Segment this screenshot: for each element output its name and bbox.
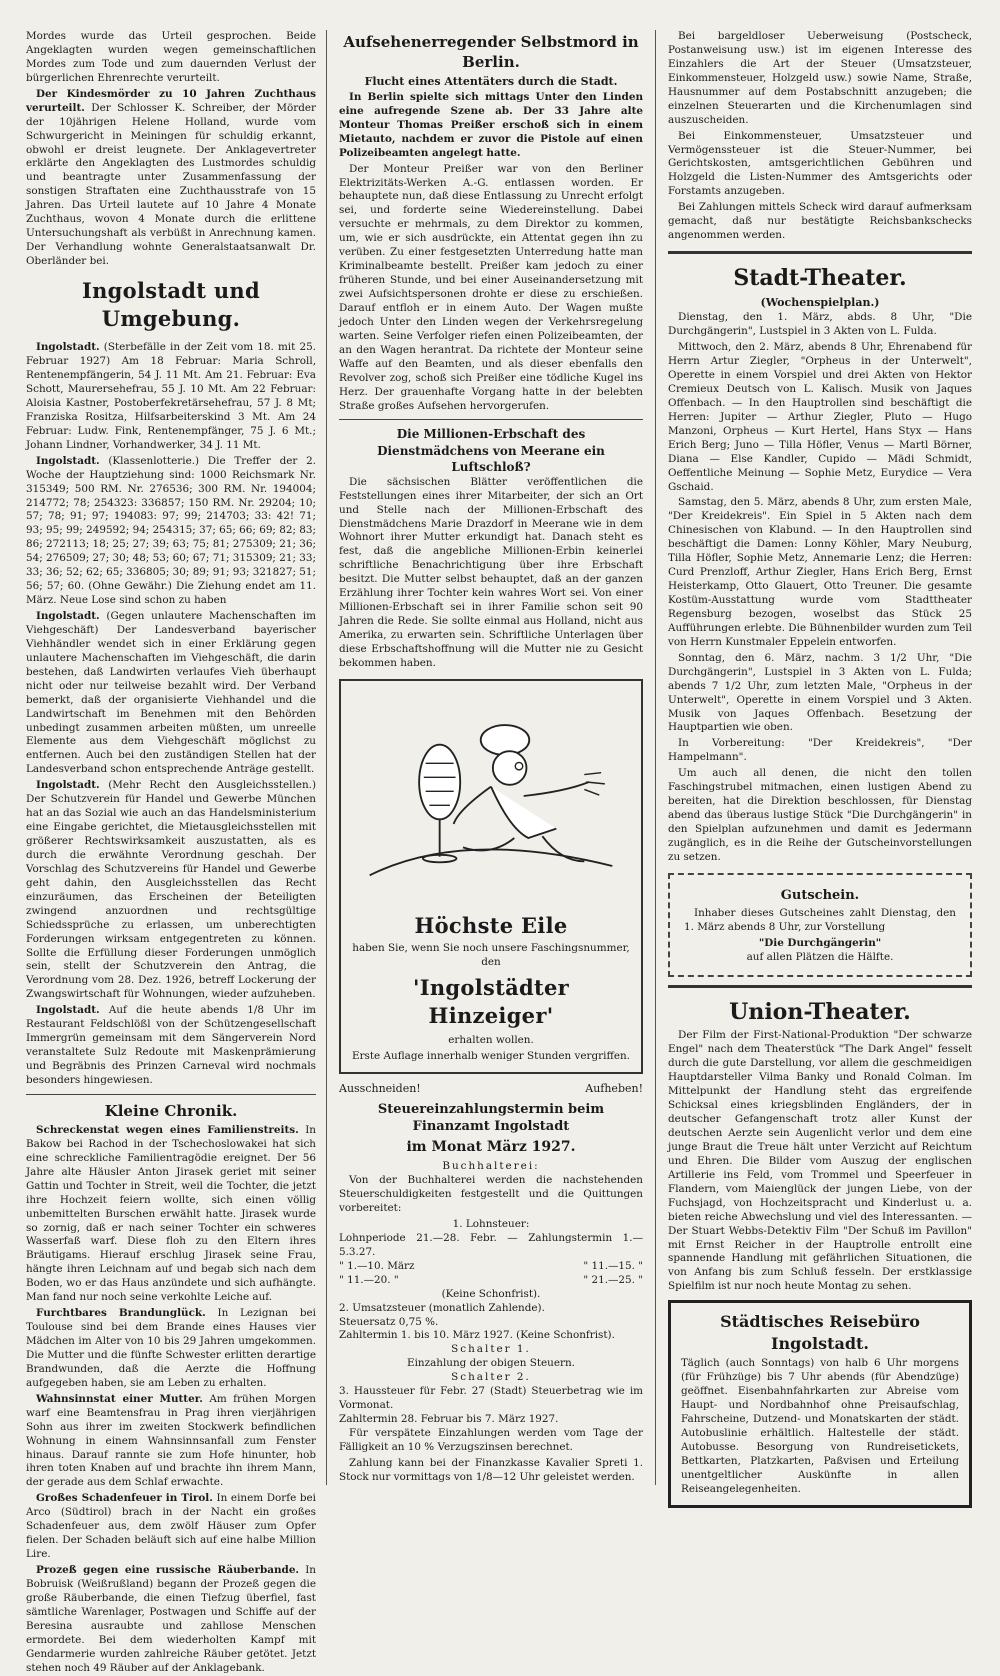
- tax-2c: Zahltermin 1. bis 10. März 1927. (Keine Schonfrist).: [339, 1329, 615, 1342]
- heading-ingolstadt: Ingolstadt und Umgebung.: [81, 277, 260, 332]
- tax-2: 2. Umsatzsteuer (monatlich Zahlende).: [339, 1301, 545, 1314]
- article-text: (Klassenlotterie.) Die Treffer der 2. Woche der Hauptziehung sind: 1000 Reichsmark Nr. 315349; 500 RM. Nr. 276536; 300 RM. Nr. 194004; 214772; 78; 254323: 336857; 150 RM. Nr. 29204; 10; 57; 78; 91; 97; 194083: 97; 99; 214703; 33: 42! 71; 93; 95; 99; 249592; 94; 254315; 37; 65; 66; 69; 82; 83; 86; 272113; 18; 25; 27; 39; 63; 75; 81; 275309; 21; 36; 54; 276509; 27; 30; 48; 53; 60; 67; 71; 315309; 21; 33; 33; 36; 52; 62; 65; 336805; 30; 89; 91; 93; 321827; 51; 56; 57; 60. (Ohne Gewähr.) Die Ziehung endet am 11. März. Neue Lose sind schon zu haben: [26, 454, 316, 607]
- top-text3: Bei Zahlungen mittels Scheck wird darauf aufmerksam gemacht, daß nur bestätigte Reichsbankschecks angenommen werden.: [668, 201, 972, 242]
- tax-3c: Für verspätete Einzahlungen werden vom Tage der Fälligkeit an 10 % Verzugszinsen berechnet.: [339, 1427, 643, 1453]
- text-erbschaft: Die sächsischen Blätter veröffentlichen die Feststellungen eines ihrer Mitarbeiter, der sich an Ort und Stelle nach der Millionen-Erbschaft des Dienstmädchens Marie Drazdorf in Meerane wie in dem Wohnort ihrer Mutter erkundigt hat. Danach steht es fest, daß die angebliche Millionen-Erbin keinerlei schriftliche Benachrichtigung über ihre Erbschaft besitzt. Die Mutter selbst behauptet, daß an der ganzen Erzählung ihrer Tochter kein wahres Wort sei. Von einer Millionen-Erbschaft sei in ihrer Familie schon seit 90 Jahren die Rede. Sie sollte einmal aus Holland, nicht aus Amerika, zu erwarten sein. Schriftliche Unterlagen über diese Erbschaftshoffnung will die Mutter nie zu Gesicht bekommen haben.: [339, 475, 643, 669]
- theater-text2: Mittwoch, den 2. März, abends 8 Uhr, Ehrenabend für Herrn Artur Ziegler, "Orpheus in der Unterwelt", Operette in einem Vorspiel und drei Akten von Hektor Cremieux Deutsch von L. Kalisch. Musik von Jaques Offenbach. — In den Hauptrollen sind beschäftigt die Herren: Jupiter — Arthur Ziegler, Pluto — Hugo Manzoni, Orpheus — Kurt Hertel, Hans Styx — Hans Erich Berg; Juno — Tilla Höfler, Venus — Martl Börner, Diana — Else Kandler, Cupido — Mädi Schmidt, Oeffentliche Meinung — Sophie Metz, Eurydice — Vera Gschaid.: [668, 341, 972, 493]
- chronik-lead: Großes Schadenfeuer in Tirol.: [36, 1492, 213, 1505]
- ad-line1: haben Sie, wenn Sie noch unsere Faschingsnummer, den: [352, 941, 630, 968]
- chronik-text: In einem Dorfe bei Arco (Südtirol) brach in der Nacht ein großes Schadenfeuer aus, dem zwölf Häuser zum Opfer fielen. Der Schaden beläuft sich auf eine halbe Million Lire.: [26, 1492, 317, 1561]
- tax-2b: Steuersatz 0,75 %.: [339, 1315, 439, 1328]
- chronik-item: [26, 1124, 316, 1305]
- heading-union: Union-Theater.: [729, 998, 911, 1025]
- chronik-text: In Lezignan bei Toulouse sind bei dem Brande eines Hauses vier Mädchen im Alter von 10 bis 29 Jahren umgekommen. Die Mutter und die fünfte Schwester erlitten derartige Brandwunden, daß die Aerzte die Hoffnung aufgegeben haben, sie am Leben zu erhalten.: [26, 1307, 316, 1389]
- paragraph-top: Mordes wurde das Urteil gesprochen. Beide Angeklagten wurden wegen gemeinschaftlichen Mordes zum Tode und zum dauernden Verlust der bürgerlichen Ehrenrechte verurteilt.: [26, 30, 316, 84]
- article-text: (Gegen unlautere Machenschaften im Viehgeschäft) Der Landesverband bayerischer Viehhändler wendet sich in einer Erklärung gegen unlautere Machenschaften im Viehgeschäft, die darin bestehen, daß Landwirten verlaufes Vieh überhaupt nicht oder nur teilweise bezahlt wird. Der Verband bemerkt, daß der organisierte Viehhandel und die Landwirtschaft im Benehmen mit den Behörden unbedingt zusammen arbeiten müßten, um unreelle Elemente aus dem Viehgeschäft möglichst zu entfernen. Auch bei den zuständigen Stellen hat der Landesverband schon entsprechende Anträge gestellt.: [26, 610, 317, 776]
- theater-text3: Samstag, den 5. März, abends 8 Uhr, zum ersten Male, "Der Kreidekreis". Ein Spiel in 5 Akten nach dem Chinesischen von Klabund. — In den Hauptrollen sind beschäftigt die Damen: Lonny Köhler, Mary Neuburg, Tilla Höfler, Sophie Metz, Annemarie Lenz; die Herren: Curd Prenzloff, Arthur Ziegler, Hans Erich Berg, Ernst Heisterkamp, Otto Glauert, Otto Treuner. Die gesamte Kostüm-Ausstattung wurde vom Stadttheater Regensburg bezogen, woselbst das Stück 25 Aufführungen erlebte. Die Bühnenbilder wurden zum Teil von Herrn Kunstmaler Eppelein entworfen.: [668, 496, 972, 648]
- article-sterbefaelle: [26, 341, 316, 453]
- article-text: (Mehr Recht den Ausgleichsstellen.) Der Schutzverein für Handel und Gewerbe München hat an das Sozial wie auch an das Handelsministerium eine Eingabe gerichtet, die Mietausgleichsstellen mit größerer Rechtswirksamkeit auszustatten, als es durch die erwähnte Verordnung geschah. Der Vorschlag des Schutzvereins für Handel und Gewerbe geht dahin, den Ausgleichsstellen das Recht einzuräumen, das Erscheinen der Beteiligten zwingend anzuordnen und rechtsgültige Schiedssprüche zu erlassen, um unberechtigten Forderungen wirksam entgegentreten zu können. Sollte die Erfüllung dieser Forderungen unmöglich sein, stellt der Schutzverein den Antrag, die Verordnung vom 28. Dez. 1926, betreff Lockerung der Zwangswirtschaft für Wohnungen, wieder aufzuheben.: [26, 779, 316, 1001]
- gutschein-play: "Die Durchgängerin": [758, 937, 882, 950]
- tax-schalter1-text: Einzahlung der obigen Steuern.: [407, 1357, 575, 1370]
- article-text: (Sterbefälle in der Zeit vom 18. mit 25. Februar 1927) Am 18 Februar: Maria Schroll, Rentenempfängerin, 54 J. 11 Mt. Am 21. Februar: Eva Schott, Maurersehefrau, 55 J. 10 Mt. Am 22 Februar: Aloisia Kastner, Postoberfekretärsehefrau, 57 J. 8 Mt; Franziska Rositza, Hilfsarbeiterskind 3 Mt. Am 24 Februar: Ludw. Fink, Rentenempfänger, 75 J. 6 Mt.; Johann Lindner, Vorhandwerker, 34 J. 11 Mt.: [26, 341, 316, 451]
- tax-lohn2b: " 11.—15. ": [583, 1259, 643, 1272]
- chronik-lead: Wahnsinnstat einer Mutter.: [36, 1392, 203, 1405]
- heading-selbstmord: Aufsehenerregender Selbstmord in Berlin.: [343, 33, 639, 72]
- lead-selbstmord: In Berlin spielte sich mittags Unter den Linden eine aufregende Szene ab. Der 33 Jahre alte Monteur Thomas Preißer erschoß sich in einem Mietauto, nachdem er zuvor die Pistole auf einen Polizeibeamten angelegt hatte.: [339, 90, 643, 159]
- tax-schalter2: Schalter 2.: [451, 1371, 531, 1384]
- chronik-lead: Furchtbares Brandunglück.: [36, 1307, 206, 1320]
- chronik-text: In Bakow bei Rachod in der Tschechoslowakei hat sich eine schreckliche Familientragödie ereignet. Der 56 Jahre alte Häusler Anton Jirasek geriet mit seiner Gattin und Tochter in Streit, weil die Tochter, die jetzt ihre Hochzeit feiern wollte, sich einen völlig unbemittelten Burschen erwählt hatte. Jirasek wurde so zornig, daß er nach seiner Tochter ein schweres Wasserfaß warf. Diese floh zu den Eltern ihres Bräutigams. Hierauf erschlug Jirasek seine Frau, hängte ihren Leichnam auf und begab sich nach dem Boden, wo er das Haus anzündete und sich aufhängte. Man fand nur noch seine verkohlte Leiche auf.: [26, 1123, 316, 1304]
- heading-chronik: Kleine Chronik.: [104, 1101, 238, 1120]
- heading-stadttheater: Stadt-Theater.: [733, 265, 907, 292]
- article-lead: Ingolstadt.: [36, 1004, 100, 1017]
- reise-text: Täglich (auch Sonntags) von halb 6 Uhr morgens (für Frühzüge) bis 7 Uhr abends (für Abendzüge) geöffnet. Eisenbahnfahrkarten zur Abreise vom Haupt- und Nordbahnhof ohne Preisaufschlag, Fahrscheine, Dutzend- und Monatskarten der städt. Autobuslinie erhältlich. Haltestelle der städt. Autobusse. Besorgung von Rundreisetickets, Bettkarten, Platzkarten, Paßvisen und Erteilung unentgeltlicher Auskünfte in allen Reiseangelegenheiten.: [681, 1357, 959, 1495]
- article-text: Der Schlosser K. Schreiber, der Mörder der 10jährigen Helene Holland, wurde vom Schwurgericht in Meiningen für schuldig erkannt, obwohl er dreist leugnete. Der Anklagevertreter erklärte den Angeklagten des Lustmordes schuldig und beantragte unter Zusammenfassung der sonstigen Straftaten eine Zuchthausstrafe von 15 Jahren. Das Urteil lautete auf 10 Jahre 4 Monate Zuchthaus, wovon 4 Monate durch die erlittene Untersuchungshaft als verbüßt in Anrechnung kamen. Der Verhandlung wohnte Generalstaatsanwalt Dr. Oberländer bei.: [26, 101, 316, 267]
- chronik-text: In Bobruisk (Weißrußland) begann der Prozeß gegen die große Räuberbande, die einen Tiefzug überfiel, fast sämtliche Warenlager, Postwagen und Schiffe auf der Beresina ausraubte und zahllose Menschen ermordete. Bei dem wiederholten Kampf mit Gendarmerie wurden zahlreiche Räuber getötet. Jetzt stehen noch 49 Räuber auf der Anklagebank.: [26, 1564, 316, 1674]
- tax-buchhalterei: Buchhalterei:: [442, 1160, 540, 1173]
- tax-month: im Monat März 1927.: [406, 1139, 576, 1156]
- gutschein-text: Inhaber dieses Gutscheines zahlt Dienstag, den 1. März abends 8 Uhr, zur Vorstellung: [684, 907, 956, 934]
- tax-lohn1: Lohnperiode 21.—28. Febr. — Zahlungstermin 1.—5.3.27.: [339, 1231, 643, 1258]
- cut-right-label: Aufheben!: [585, 1081, 643, 1095]
- column-middle: [326, 30, 656, 1485]
- divider: [339, 419, 643, 420]
- article-lead: Ingolstadt.: [36, 341, 100, 354]
- cut-left-label: Ausschneiden!: [339, 1081, 421, 1095]
- ad-line3: Erste Auflage innerhalb weniger Stunden vergriffen.: [352, 1049, 630, 1062]
- article-carneval: [26, 1004, 316, 1088]
- article-lead: Ingolstadt.: [36, 779, 100, 792]
- column-right: [656, 30, 972, 1495]
- tax-lohn3b: " 21.—25. ": [583, 1273, 643, 1286]
- ad-line2: erhalten wollen.: [448, 1034, 534, 1047]
- chronik-item: [26, 1393, 316, 1491]
- union-text: Der Film der First-National-Produktion "Der schwarze Engel" nach dem Theaterstück "The Dark Angel" fesselt durch die gute Darstellung, vor allem die geschmeidigen Hauptdarsteller Vilma Banky und Ronald Colman. Im Mittelpunkt der Handlung steht das ergreifende Schicksal eines kriegsblinden Engländers, der in deutscher Gefangenschaft trotz aller Kunst der deutschen Aerzte sein Augenlicht verlor und dem eine junge Braut die Treue hält unter Verzicht auf Reichtum und Ehren. Die Bilder vom Auszug der englischen Artillerie ins Feld, vom Trommel und Speerfeuer in Flandern, vom Maienglück der jungen Liebe, von der Fuchsjagd, von Hochzeitspracht und Kinderlust u. a. bieten reiche Abwechslung und viel des Interessanten. — Der Stuart Webbs-Detektiv Film "Der Schuß im Pavillon" mit Ernst Reicher in der Hauptrolle entrollt eine spannende Handlung mit gefährlichen Situationen, die von Anfang bis zum Schluß fesseln. Der erstklassige Spielfilm ist nur noch heute Montag zu sehen.: [668, 1029, 972, 1293]
- chronik-lead: Prozeß gegen eine russische Räuberbande.: [36, 1564, 300, 1577]
- tax-lohn3a: " 11.—20. ": [339, 1273, 399, 1286]
- theater-text4: Sonntag, den 6. März, nachm. 3 1/2 Uhr, "Die Durchgängerin", Lustspiel in 3 Akten von L. Fulda; abends 7 1/2 Uhr, zum letzten Male, "Orpheus in der Unterwelt", Operette in einem Vorspiel und 3 Akten. Musik von Jaques Offenbach. Besetzung der Hauptpartien wie oben.: [668, 651, 972, 734]
- article-text: Auf die heute abends 1/8 Uhr im Restaurant Feldschlößl von der Schützengesellschaft Immergrün gemeinsam mit dem Sängerverein Nord veranstaltete Sulz Redoute mit Maskenprämierung und Begräbnis des Prinzen Carneval wird nochmals besonders hingewiesen.: [26, 1004, 316, 1086]
- tax-heading: Steuereinzahlungstermin beim Finanzamt Ingolstadt: [377, 1101, 605, 1135]
- divider: [668, 985, 972, 988]
- article-vieh: [26, 610, 316, 777]
- chronik-lead: Schreckenstat wegen eines Familienstreits.: [36, 1123, 299, 1136]
- article-kindesmoerder: [26, 88, 316, 269]
- ad-heading: Höchste Eile: [414, 912, 568, 938]
- tax-schalter1: Schalter 1.: [451, 1343, 531, 1356]
- ad-title: 'Ingolstädter Hinzeiger': [412, 974, 570, 1028]
- tax-3d: Zahlung kann bei der Finanzkasse Kavalier Spreti 1. Stock nur vormittags von 1/8—12 Uhr geleistet werden.: [339, 1456, 643, 1483]
- advertisement-hinzeiger: [339, 679, 643, 1074]
- tax-intro: Von der Buchhalterei werden die nachstehenden Steuerschuldigkeiten festgestellt und die Quittungen vorbereitet:: [339, 1174, 643, 1215]
- subheading-selbstmord: Flucht eines Attentäters durch die Stadt.: [364, 75, 618, 89]
- divider: [668, 251, 972, 254]
- subheading-stadttheater: (Wochenspielplan.): [760, 295, 880, 309]
- cut-row: [339, 1082, 643, 1097]
- chronik-item: [26, 1564, 316, 1676]
- tax-lohn2a: " 1.—10. März: [339, 1259, 415, 1272]
- theater-text1: Dienstag, den 1. März, abds. 8 Uhr, "Die Durchgängerin", Lustspiel in 3 Akten von L. Fulda.: [668, 311, 972, 338]
- theater-text6: Um auch all denen, die nicht den tollen Faschingstrubel mitmachen, einen lustigen Abend zu bereiten, hat die Direktion beschlossen, für Dienstag abend das überaus lustige Stück "Die Durchgängerin" in den Spielplan aufzunehmen und damit es Jedermann zugänglich, es in die Reihe der Gutscheinvorstellungen zu setzen.: [668, 767, 972, 863]
- reisebuero-box: [668, 1300, 972, 1507]
- top-text1: Bei bargeldloser Ueberweisung (Postscheck, Postanweisung usw.) ist im eigenen Interesse des Einzahlers die Art der Steuer (Umsatzsteuer, Einkommensteuer, Holzgeld usw.) sowie Name, Straße, Hausnummer auf dem Postabschnitt anzugeben; die einzelnen Steuerarten und die Kirchenumlagen sind auszuscheiden.: [668, 30, 972, 126]
- tax-lohn2: [339, 1260, 643, 1274]
- tax-1: 1. Lohnsteuer:: [452, 1217, 530, 1230]
- article-lead: Der Kindesmörder zu 10 Jahren Zuchthaus verurteilt.: [26, 87, 316, 114]
- chronik-item: [26, 1492, 316, 1562]
- text-selbstmord: Der Monteur Preißer war von den Berliner Elektrizitäts-Werken A.-G. entlassen worden. Er behauptete nun, daß diese Entlassung zu Unrecht erfolgt sei, und forderte seine Wiedereinstellung. Dabei versuchte er mehrmals, zu dem Direktor zu kommen, um, wie er sich ausdrückte, ein Attentat gegen ihn zu verüben. Zu einer festgesetzten Unterredung hatte man Kriminalbeamte bestellt. Preißer kam jedoch zu einer früheren Stunde, und bei einer Auseinandersetzung mit zwei Aufsichtspersonen drohte er diese zu erschießen. Darauf entfloh er in einem Auto. Der Wagen mußte jedoch Unter den Linden wegen der Verkehrsregelung warten. Seine Verfolger riefen einen Polizeibeamten, der an den Wagen herantrat. Da richtete der Monteur seine Waffe auf den Beamten, und als dieser ebenfalls den Revolver zog, schoß sich Preißer eine tödliche Kugel ins Herz. Der grauenhafte Vorgang hatte in der belebten Straße großes Aufsehen hervorgerufen.: [339, 162, 643, 412]
- gutschein-title: Gutschein.: [780, 887, 860, 903]
- heading-reise: Städtisches Reisebüro Ingolstadt.: [720, 1312, 920, 1353]
- article-lotterie: [26, 455, 316, 608]
- chronik-item: [26, 1307, 316, 1391]
- tax-3: 3. Haussteuer für Febr. 27 (Stadt) Steuerbetrag wie im Vormonat.: [339, 1385, 643, 1412]
- theater-text5: In Vorbereitung: "Der Kreidekreis", "Der Hampelmann".: [668, 737, 972, 764]
- article-ausgleich: [26, 779, 316, 1002]
- chronik-text: Am frühen Morgen warf eine Beamtensfrau in Prag ihren vierjährigen Sohn aus ihrer im zweiten Stockwerk befindlichen Wohnung in einem Wahnsinnsanfall zum Fenster hinaus. Darauf rannte sie zum Hofe hinunter, hob ihren toten Knaben auf und brachte ihn ihrem Mann, der gerade aus dem Schlaf erwachte.: [26, 1392, 317, 1489]
- heading-erbschaft: Die Millionen-Erbschaft des Dienstmädchens von Meerane ein Luftschloß?: [377, 427, 605, 474]
- article-lead: Ingolstadt.: [36, 610, 100, 622]
- column-left: [26, 30, 326, 1674]
- tax-3b: Zahltermin 28. Februar bis 7. März 1927.: [339, 1413, 559, 1426]
- gutschein-box: [668, 873, 972, 977]
- running-chef-illustration: [351, 691, 631, 901]
- tax-schonfrist1: (Keine Schonfrist).: [441, 1287, 541, 1300]
- article-lead: Ingolstadt.: [36, 454, 100, 467]
- top-text2: Bei Einkommensteuer, Umsatzsteuer und Vermögenssteuer ist die Steuer-Nummer, bei Gerichtskosten, amtsgerichtlichen Gebühren und Holzgeld die Listen-Nummer des Amtsgerichts oder Forstamts anzugeben.: [668, 129, 972, 198]
- gutschein-end: auf allen Plätzen die Hälfte.: [746, 951, 894, 964]
- divider: [26, 1094, 316, 1095]
- tax-lohn3: [339, 1274, 643, 1288]
